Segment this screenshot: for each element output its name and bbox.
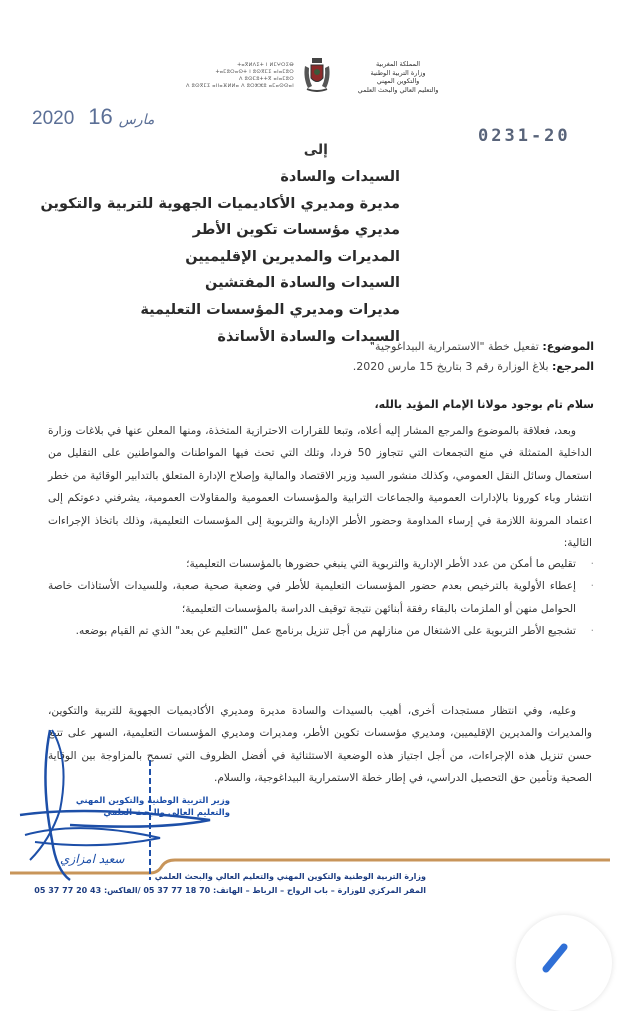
signature-title-line: والتعليم العالي والبحث العلمي xyxy=(103,808,230,818)
measures-list xyxy=(48,553,594,643)
signature-title-line: وزير التربية الوطنية والتكوين المهني xyxy=(75,796,230,806)
subject-line xyxy=(34,337,594,357)
body-paragraph-2: وعليه، وفي انتظار مستجدات أخرى، أهيب بالسيدات والسادة مديرة ومديري الأكاديميات الجهوية للتربية والتكوين، والمديرات والمديرين الإقليميين، ومديري مؤسسات تكوين الأطر، ومديرات ومديري المؤسسات التعليمية، السهر على تتبع حسن تنزيل هذه الإجراءات، من أجل اجتياز هذه الوضعية الاستثنائية في أفضل الظروف التي تسمح بالمزاوجة بين الوقاية الصحية وتأمين حق التحصيل الدراسي، في إطار خطة الاستمرارية البيداغوجية، والسلام. xyxy=(48,705,592,785)
recipient-line: السيدات والسادة الأساتذة xyxy=(217,328,400,345)
signatory-name: سعيد امزازي xyxy=(60,852,125,866)
tifinagh-line: ⵜⴰⴳⵍⴷⵉⵜ ⵏ ⵍⵎⵖⵔⵉⴱ xyxy=(237,62,294,68)
ministry-letterhead xyxy=(338,60,458,94)
recipient-line: المديرات والمديرين الإقليميين xyxy=(185,248,400,265)
subject-text: تفعيل خطة "الاستمرارية البيداغوجية" xyxy=(370,340,539,353)
signature-title xyxy=(40,795,230,819)
measure-item: · تقليص ما أمكن من عدد الأطر الإدارية والتربوية التي ينبغي حضورها بالمؤسسات التعليمية؛ xyxy=(48,553,594,575)
greeting: سلام تام بوجود مولانا الإمام المؤيد بالله، xyxy=(374,398,594,411)
date-year: 2020 xyxy=(32,108,75,129)
pencil-icon xyxy=(528,927,588,987)
recipient-line: السيدات والسادة xyxy=(280,169,400,185)
recipients-to: إلى xyxy=(303,142,328,158)
subject-block xyxy=(34,337,594,377)
subject-label: الموضوع: xyxy=(542,340,594,353)
tifinagh-line: ⴷ ⵓⵙⵎⵓⵜⵜⴳ ⴰⵏⴰⵎⵓⵔ xyxy=(239,76,294,82)
reference-number-stamp: 0231-20 xyxy=(478,126,571,146)
ministry-line: والتكوين المهني xyxy=(376,77,420,85)
date-stamp xyxy=(32,104,154,130)
reference-text: بلاغ الوزارة رقم 3 بتاريخ 15 مارس 2020. xyxy=(352,360,549,373)
measure-item: · تشجيع الأطر التربوية على الاشتغال من منازلهم من أجل تنزيل برنامج عمل "التعليم عن بعد" الذي تم القيام بوضعه. xyxy=(48,620,594,642)
reference-label: المرجع: xyxy=(552,360,594,373)
footer-contact: المقر المركزي للوزارة – باب الرواح – الرباط – الهاتف: 70 18 77 37 05 /الفاكس: 43 20 77 37 05 xyxy=(34,886,426,895)
recipients-block xyxy=(40,142,400,350)
ministry-line: المملكة المغربية xyxy=(375,60,421,68)
date-day: 16 xyxy=(88,104,113,129)
ministry-line: وزارة التربية الوطنية xyxy=(370,68,426,77)
tifinagh-line: ⵜⴰⵎⵓⵔⴰⵙⵜ ⵏ ⵓⵙⴳⵎⵉ ⴰⵏⴰⵎⵓⵔ xyxy=(215,69,294,75)
tifinagh-letterhead xyxy=(184,62,294,90)
coat-of-arms-icon xyxy=(303,58,331,92)
ministry-line: والتعليم العالي والبحث العلمي xyxy=(357,85,439,94)
footer-ministry: وزارة التربية الوطنية والتكوين المهني والتعليم العالي والبحث العلمي xyxy=(154,872,426,881)
body-paragraph-1: وبعد، فعلاقة بالموضوع والمرجع المشار إليه أعلاه، وتبعا للقرارات الاحترازية المتخذة، ومنها المعلن عنها في بلاغات وزارة الداخلية المتمثلة في منع التجمعات التي تتجاوز 50 فردا، وتلك التي تحث فيها المواطنات والمواطنين على التقليل من استعمال وسائل النقل العمومي، وكذلك منشور السيد وزير الاقتصاد والمالية وإصلاح الإدارة المتعلق بالتدابير الوقائية من خطر انتشار وباء كورونا بالإدارات العمومية والجماعات الترابية والمؤسسات العمومية والمقاولات العمومية، يشرفني دعوتكم إلى اعتماد المرونة اللازمة في إرساء المداومة وحضور الأطر الإدارية والتربوية إلى المؤسسات التعليمية، وذلك باتخاذ الإجراءات التالية: xyxy=(48,425,592,550)
edit-button[interactable] xyxy=(516,915,612,1011)
measure-item: · إعطاء الأولوية بالترخيص بعدم حضور المؤسسات التعليمية للأطر في وضعية صحية صعبة، وللسيدات الأستاذات خاصة الحوامل منهن أو الملزمات بالبقاء رفقة أبنائهن نتيجة توقيف الدراسة بالمؤسسات التعليمية؛ xyxy=(48,575,594,620)
recipient-line: مديرات ومديري المؤسسات التعليمية xyxy=(140,301,400,318)
recipient-line: السيدات والسادة المفتشين xyxy=(205,275,400,292)
recipient-line: مديري مؤسسات تكوين الأطر xyxy=(192,222,400,239)
reference-line xyxy=(34,357,594,377)
tifinagh-line: ⴷ ⵓⵙⴳⵎⵉ ⴰⵏⵏⴰⴼⵍⵍⴰ ⴷ ⵓⵔⵣⵣⵓ ⴰⵎⴰⵙⵙⴰⵏ xyxy=(186,83,294,89)
recipient-line: مديرة ومديري الأكاديميات الجهوية للتربية والتكوين xyxy=(40,195,400,212)
date-month: مارس xyxy=(118,112,155,128)
